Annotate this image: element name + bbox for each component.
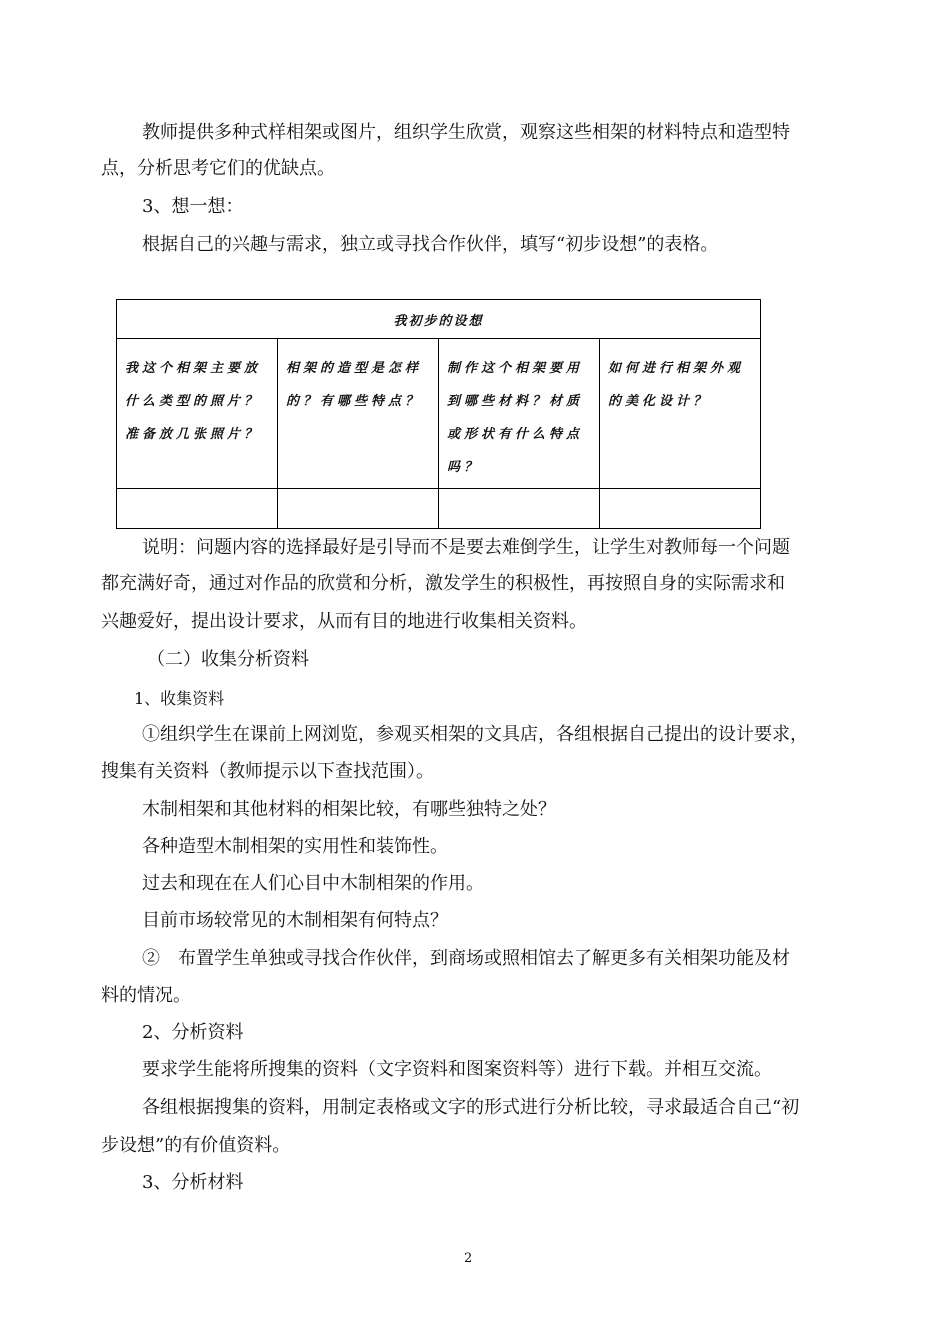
table-answer-cell[interactable] (439, 489, 600, 529)
step-heading: 3、想一想： (142, 196, 244, 217)
section-heading: （二）收集分析资料 (147, 649, 309, 670)
plan-table (116, 299, 761, 529)
scope-item: 过去和现在在人们心目中木制相架的作用。 (142, 873, 484, 894)
paragraph-line: ② 布置学生单独或寻找合作伙伴，到商场或照相馆去了解更多有关相架功能及材 (142, 948, 790, 969)
note-line: 说明：问题内容的选择最好是引导而不是要去难倒学生，让学生对教师每一个问题 (142, 537, 790, 558)
paragraph-line: ①组织学生在课前上网浏览，参观买相架的文具店，各组根据自己提出的设计要求， (142, 724, 808, 745)
table-answer-cell[interactable] (600, 489, 761, 529)
paragraph-line: 各组根据搜集的资料，用制定表格或文字的形式进行分析比较，寻求最适合自己“初 (142, 1097, 800, 1118)
table-question-cell: 如何进行相架外观的美化设计？ (600, 339, 761, 489)
note-line: 兴趣爱好，提出设计要求，从而有目的地进行收集相关资料。 (101, 611, 587, 632)
note-line: 都充满好奇，通过对作品的欣赏和分析，激发学生的积极性，再按照自身的实际需求和 (101, 573, 785, 594)
table-answer-cell[interactable] (278, 489, 439, 529)
paragraph-line: 点，分析思考它们的优缺点。 (101, 158, 335, 179)
table-caption: 我初步的设想 (117, 300, 761, 339)
subsection-heading: 1、收集资料 (134, 689, 225, 708)
scope-item: 各种造型木制相架的实用性和装饰性。 (142, 836, 448, 857)
table-question-cell: 我这个相架主要放什么类型的照片？准备放几张照片？ (117, 339, 278, 489)
paragraph-line: 要求学生能将所搜集的资料（文字资料和图案资料等）进行下载。并相互交流。 (142, 1059, 772, 1080)
paragraph-line: 根据自己的兴趣与需求，独立或寻找合作伙伴，填写“初步设想”的表格。 (142, 234, 719, 255)
table-answer-cell[interactable] (117, 489, 278, 529)
paragraph-line: 步设想”的有价值资料。 (101, 1135, 291, 1156)
paragraph-line: 料的情况。 (101, 985, 191, 1006)
scope-item: 目前市场较常见的木制相架有何特点？ (142, 910, 448, 931)
paragraph-line: 教师提供多种式样相架或图片，组织学生欣赏，观察这些相架的材料特点和造型特 (142, 122, 790, 143)
scope-item: 木制相架和其他材料的相架比较，有哪些独特之处？ (142, 799, 556, 820)
subsection-heading: 2、分析资料 (142, 1022, 244, 1043)
subsection-heading: 3、分析材料 (142, 1172, 244, 1193)
table-question-cell: 制作这个相架要用到哪些材料？材质或形状有什么特点吗？ (439, 339, 600, 489)
table-question-cell: 相架的造型是怎样的？有哪些特点？ (278, 339, 439, 489)
page-number: 2 (464, 1251, 473, 1266)
paragraph-line: 搜集有关资料（教师提示以下查找范围）。 (101, 761, 434, 782)
